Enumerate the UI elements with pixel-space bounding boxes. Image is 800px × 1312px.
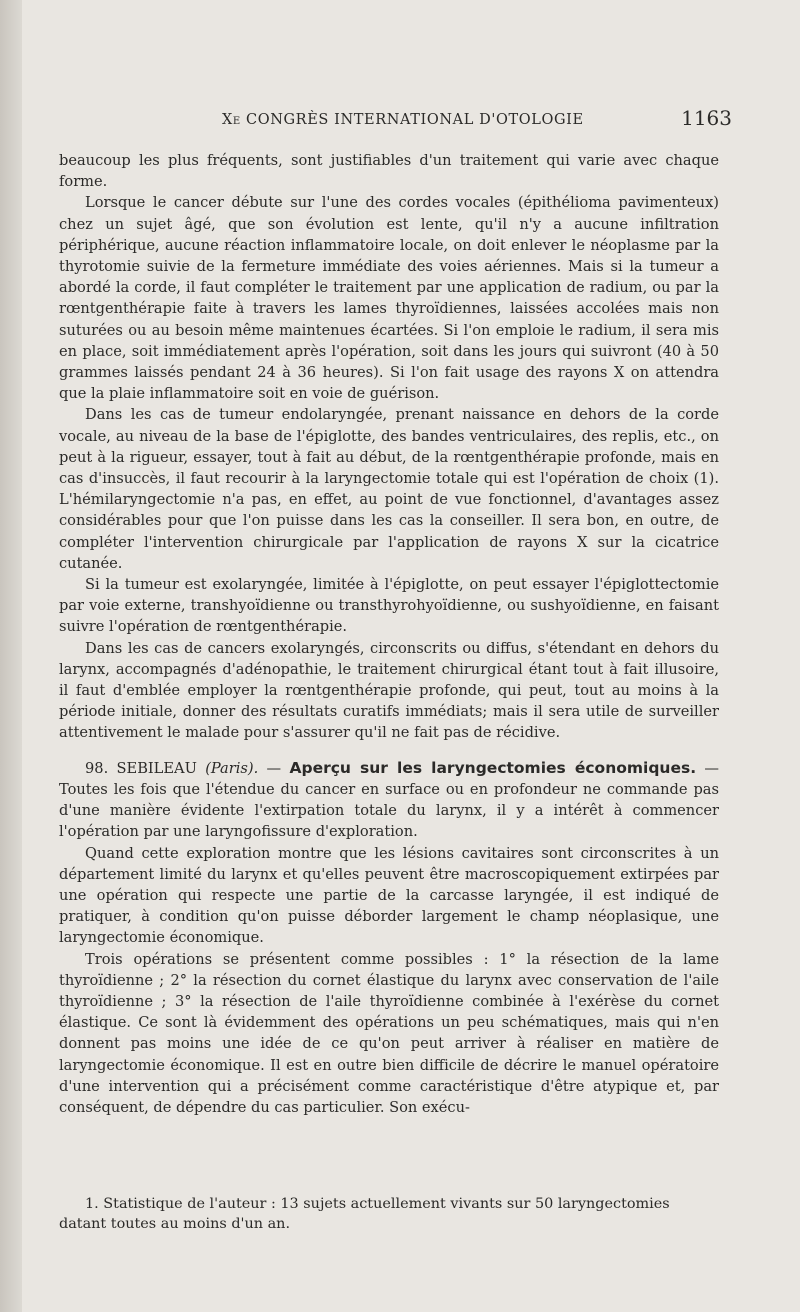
body-text (59, 150, 719, 1118)
page-header (62, 104, 732, 140)
page (22, 0, 800, 1312)
section-dash: — (258, 759, 290, 777)
section-city: (Paris). (205, 759, 259, 777)
section-heading (59, 758, 719, 843)
paragraph: Quand cette exploration montre que les lésions cavitaires sont circonscrites à un département limité du larynx et qu'elles peuvent être macroscopiquement extirpées par une opération qui respecte une partie de la carcasse laryngée, il est indiqué de pratiquer, à condition qu'on puisse déborder largement le champ néoplasique, une laryngectomie économique. (59, 844, 719, 947)
page-gutter (0, 0, 22, 1312)
paragraph: Dans les cas de cancers exolaryngés, circonscrits ou diffus, s'étendant en dehors du larynx, accompagnés d'adénopathie, le traitement chirurgical étant tout à fait illusoire, il faut d'emblée employer la rœntgenthérapie profonde, qui peut, tout au moins à la période initiale, donner des résultats curatifs immédiats; mais il sera utile de surveiller attentivement le malade pour s'assurer qu'il ne fait pas de récidive. (59, 639, 719, 742)
paragraph: Si la tumeur est exolaryngée, limitée à l'épiglotte, on peut essayer l'épiglottectomie par voie externe, transhyoïdienne ou transthyrohyoïdienne, ou sushyoïdienne, en faisant suivre l'opération de rœntgenthérapie. (59, 576, 719, 636)
section-intro: — Toutes les fois que l'étendue du cancer en surface ou en profondeur ne commande pas d'une manière évidente l'extirpation totale du larynx, il y a intérêt à commencer l'opération par une laryngofissure d'exploration. (59, 759, 720, 841)
section-title: Aperçu sur les laryngectomies économiques. (289, 758, 697, 777)
paragraph: Trois opérations se présentent comme possibles : 1° la résection de la lame thyroïdienne ; 2° la résection du cornet élastique du larynx avec conservation de l'aile thyroïdienne ; 3° la résection de l'aile thyroïdienne combinée à l'exérèse du cornet élastique. Ce sont là évidemment des opérations un peu schématiques, mais qui n'en donnent pas moins une idée de ce qu'on peut arriver à réaliser en matière de laryngectomie économique. Il est en outre bien difficile de décrire le manuel opératoire d'une intervention qui a précisément comme caractéristique d'être atypique et, par conséquent, de dépendre du cas particulier. Son exécu- (59, 950, 719, 1116)
running-title: Xe CONGRÈS INTERNATIONAL D'OTOLOGIE (222, 112, 584, 128)
paragraph: Lorsque le cancer débute sur l'une des cordes vocales (épithélioma pavimenteux) chez un sujet âgé, que son évolution est lente, qu'il n'y a aucune infiltration périphérique, aucune réaction inflammatoire locale, on doit enlever le néoplasme par la thyrotomie suivie de la fermeture immédiate des voies aériennes. Mais si la tumeur a abordé la corde, il faut compléter le traitement par une application de radium, ou par la rœntgenthérapie faite à travers les lames thyroïdiennes, laissées accolées mais non suturées ou au besoin même maintenues écartées. Si l'on emploie le radium, il sera mis en place, soit immédiatement après l'opération, soit dans les jours qui suivront (40 à 50 grammes laissés pendant 24 à 36 heures). Si l'on fait usage des rayons X on attendra que la plaie inflammatoire soit en voie de guérison. (59, 194, 719, 403)
paragraph: Dans les cas de tumeur endolaryngée, prenant naissance en dehors de la corde vocale, au niveau de la base de l'épiglotte, des bandes ventriculaires, des replis, etc., on peut à la rigueur, essayer, tout à fait au début, de la rœntgenthérapie profonde, mais en cas d'insuccès, il faut recourir à la laryngectomie totale qui est l'opération de choix (1). L'hémilaryngectomie n'a pas, en effet, au point de vue fonctionnel, d'avantages assez considérables pour que l'on puisse dans les cas la conseiller. Il sera bon, en outre, de compléter l'intervention chirurgicale par l'application de rayons X sur la cicatrice cutanée. (59, 406, 719, 572)
section-author: SEBILEAU (116, 759, 197, 777)
section-number: 98. (85, 759, 109, 777)
footnote: 1. Statistique de l'auteur : 13 sujets actuellement vivants sur 50 laryngectomies datant toutes au moins d'un an. (59, 1196, 670, 1232)
footnotes (59, 1194, 719, 1234)
paragraph: beaucoup les plus fréquents, sont justifiables d'un traitement qui varie avec chaque forme. (59, 152, 719, 191)
page-number: 1163 (681, 106, 732, 130)
